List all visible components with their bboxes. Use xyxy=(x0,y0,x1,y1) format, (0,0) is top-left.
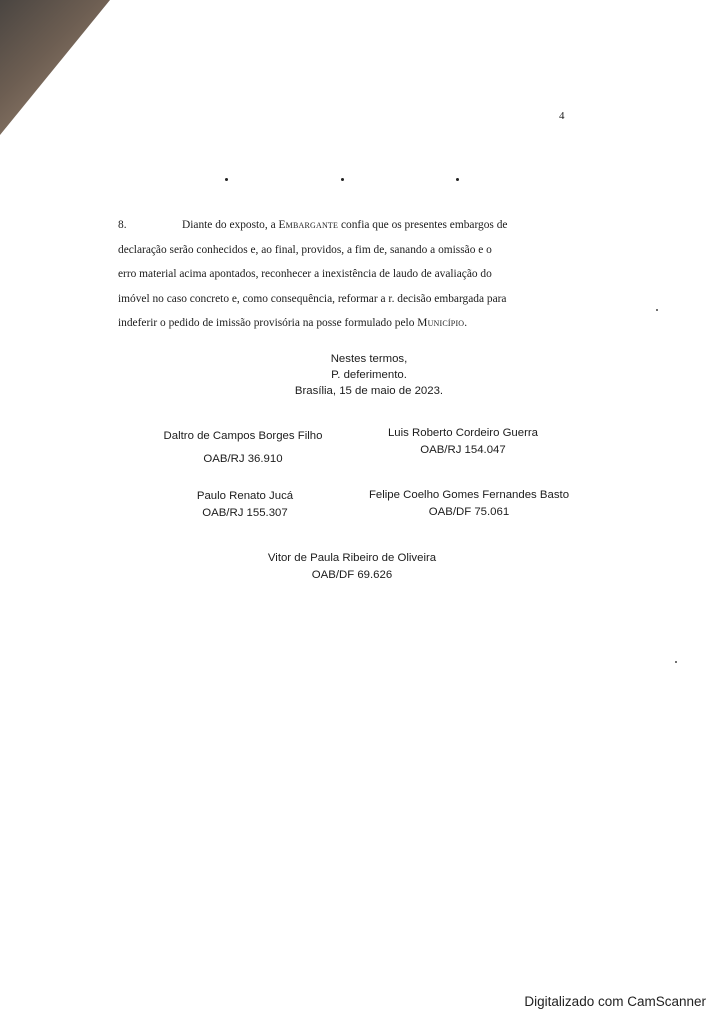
paragraph-line: erro material acima apontados, reconhecer a inexistência de laudo de avaliação do xyxy=(118,268,492,280)
paragraph-line: declaração serão conhecidos e, ao final, providos, a fim de, sanando a omissão e o xyxy=(118,243,492,256)
signatory xyxy=(373,425,553,459)
signatory xyxy=(236,550,468,584)
signatory-oab: OAB/RJ 154.047 xyxy=(420,444,506,456)
signatory xyxy=(148,428,338,468)
signatory-name: Felipe Coelho Gomes Fernandes Basto xyxy=(368,489,570,501)
paragraph-line: imóvel no caso concreto e, como consequência, reformar a r. decisão embargada para xyxy=(118,292,507,305)
scanned-desk-corner xyxy=(0,0,110,135)
signatory-oab: OAB/DF 75.061 xyxy=(428,506,510,518)
paragraph-text: confia que os presentes embargos de xyxy=(338,219,508,231)
conclusion-paragraph xyxy=(118,213,570,336)
paragraph-text: Diante do exposto, a xyxy=(182,219,279,231)
paragraph-number: 8. xyxy=(118,219,127,231)
closing-line: P. deferimento. xyxy=(331,369,407,381)
closing-line: Nestes termos, xyxy=(330,353,408,365)
signatory xyxy=(353,487,585,521)
separator-dot xyxy=(225,178,228,181)
signatory-oab: OAB/DF 69.626 xyxy=(311,569,393,581)
signatory-oab: OAB/RJ 36.910 xyxy=(203,453,283,465)
scan-speck xyxy=(675,661,677,663)
signatory-name: Daltro de Campos Borges Filho xyxy=(163,430,323,442)
party-name: Embargante xyxy=(278,219,339,231)
closing-date: Brasília, 15 de maio de 2023. xyxy=(294,385,444,397)
scan-speck xyxy=(656,309,658,311)
paragraph-text: indeferir o pedido de imissão provisória na posse formulado pelo xyxy=(118,317,418,329)
paragraph-text: . xyxy=(464,317,468,329)
party-name: Município xyxy=(417,317,465,329)
separator-dot xyxy=(456,178,459,181)
signatory xyxy=(165,488,325,522)
signatory-name: Vitor de Paula Ribeiro de Oliveira xyxy=(267,552,437,564)
separator-dot xyxy=(341,178,344,181)
signatory-oab: OAB/RJ 155.307 xyxy=(202,507,288,519)
paragraph-line xyxy=(118,311,570,336)
signatory-name: Paulo Renato Jucá xyxy=(196,490,294,502)
closing-block xyxy=(0,351,724,399)
paragraph-line xyxy=(118,213,570,238)
page-number: 4 xyxy=(559,110,565,122)
scanner-watermark: Digitalizado com CamScanner xyxy=(524,994,706,1009)
signatory-name: Luis Roberto Cordeiro Guerra xyxy=(387,427,539,439)
